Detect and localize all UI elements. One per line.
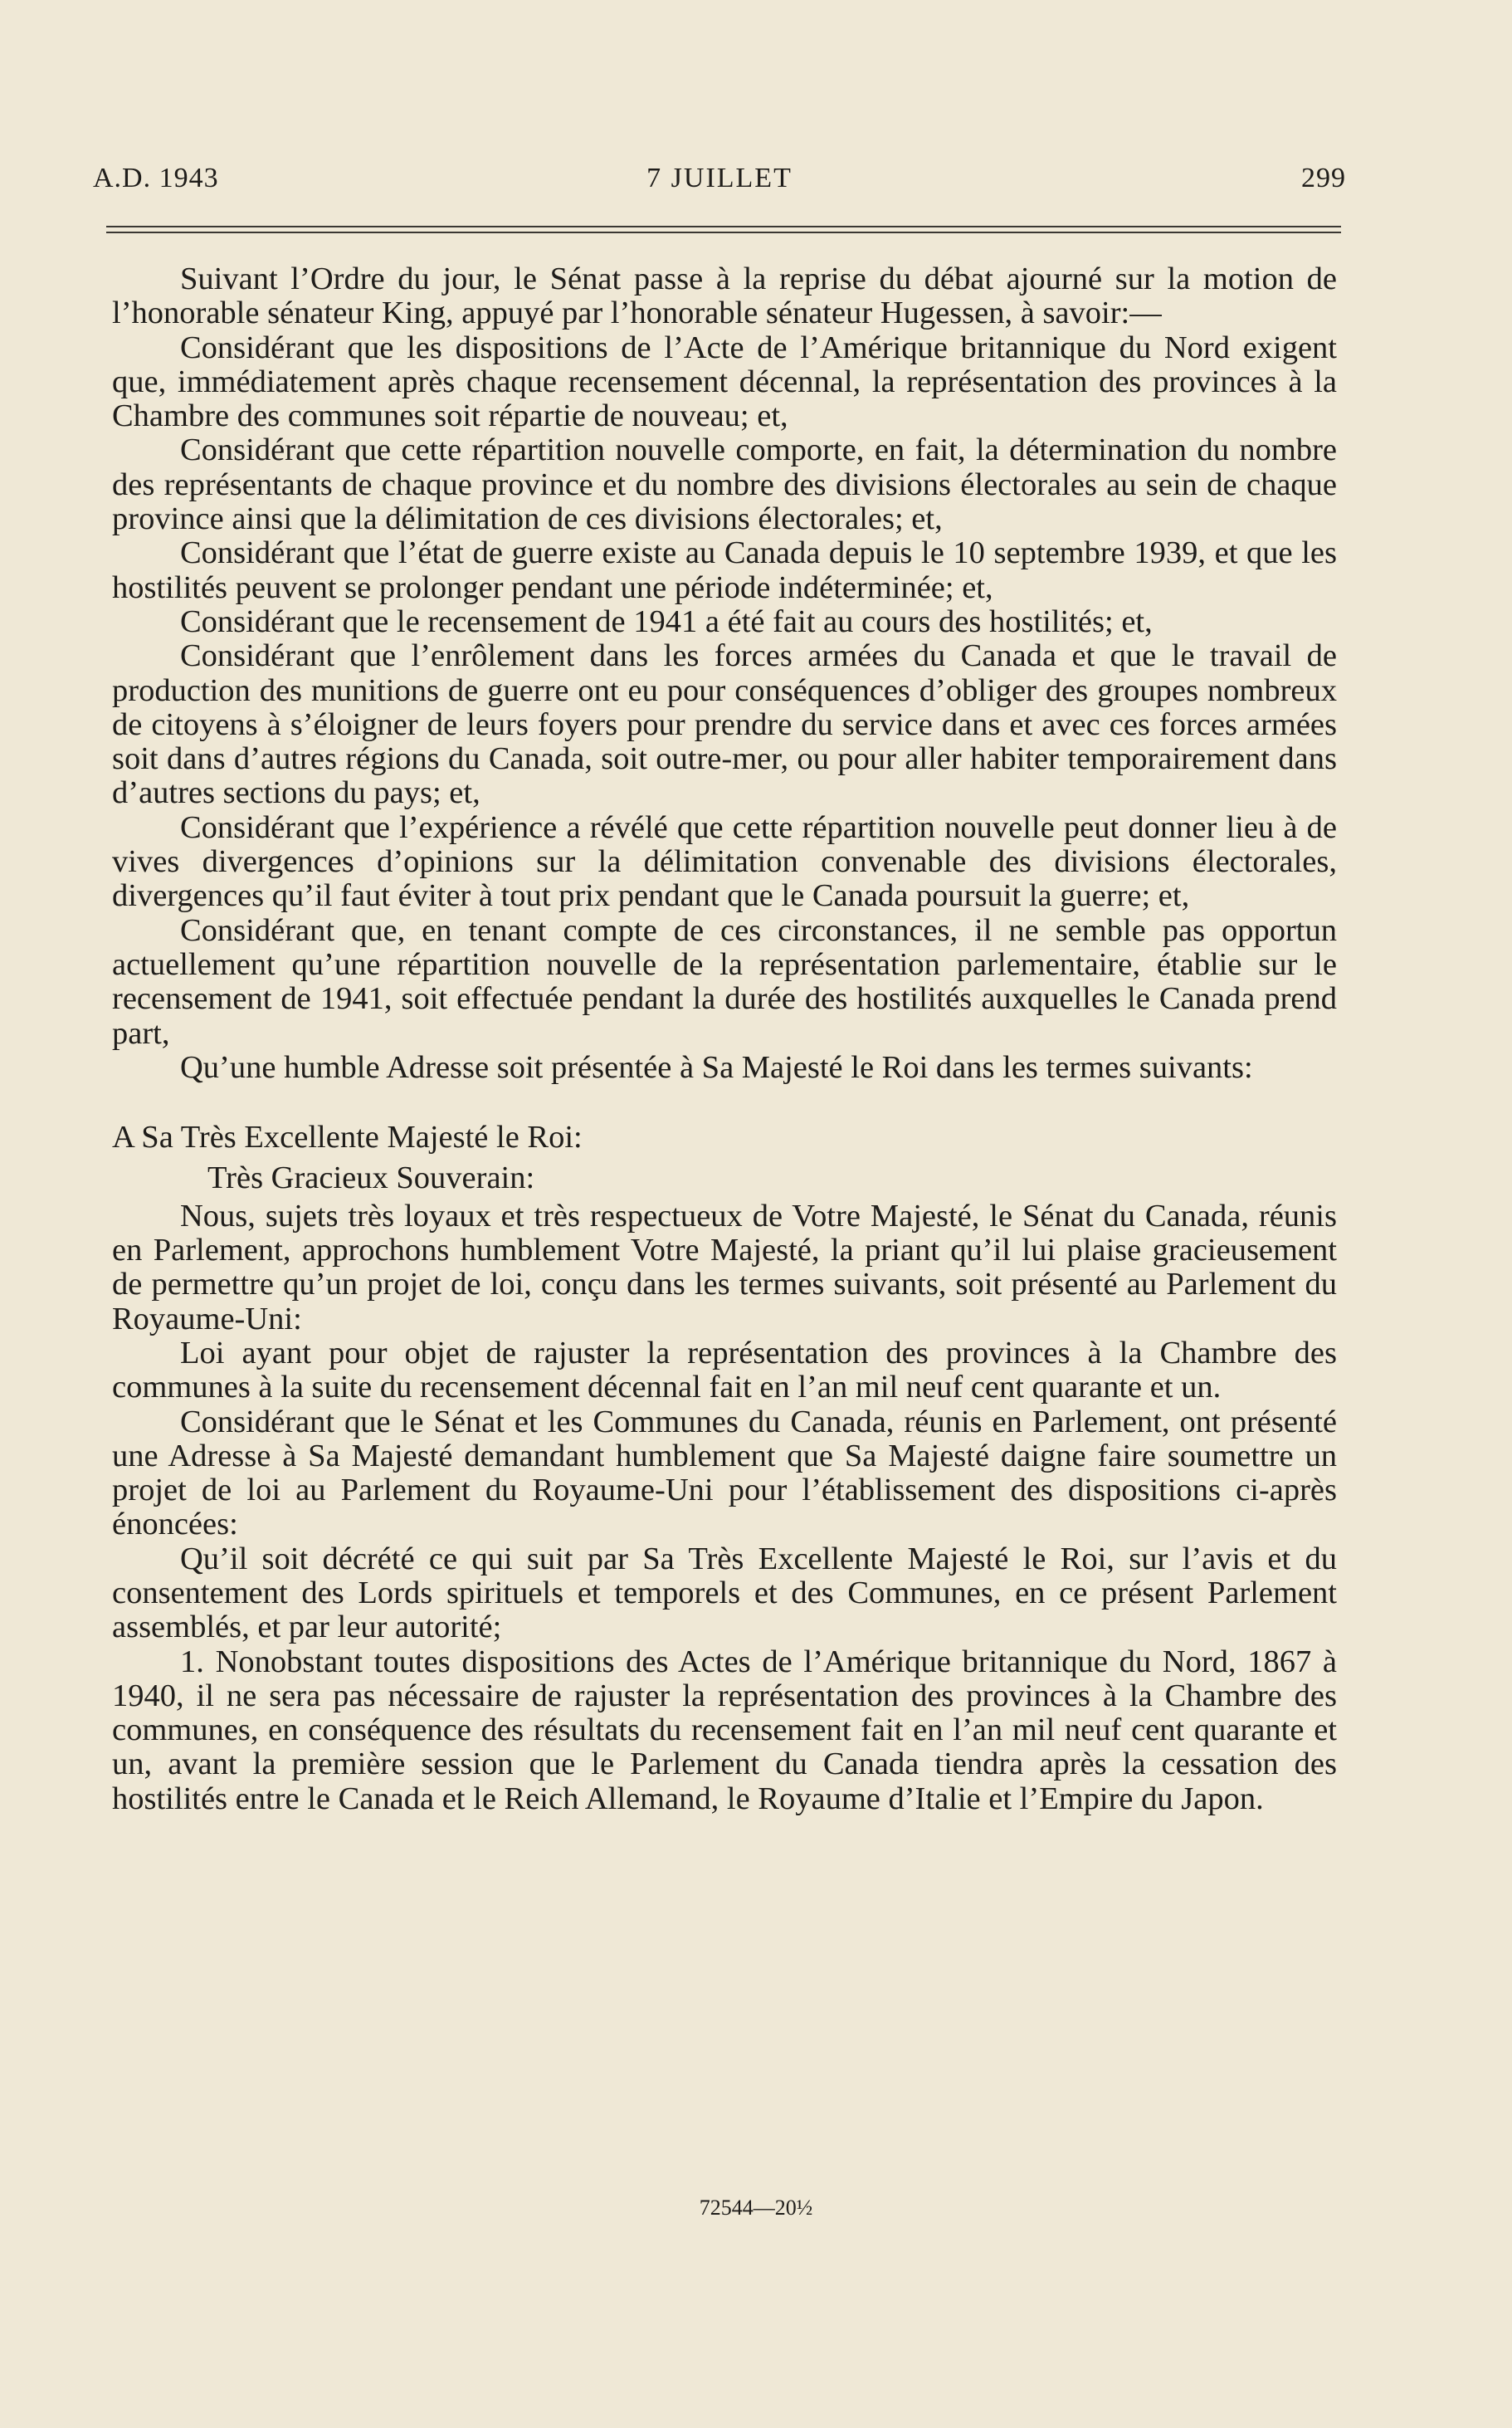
header-rule	[106, 226, 1341, 233]
paragraph: Considérant que l’état de guerre existe au Canada depuis le 10 septembre 1939, et que les hostilités peuvent se prolonger pendant une période indéterminée; et,	[112, 535, 1337, 605]
page-body	[112, 262, 1337, 1816]
header-year: A.D. 1943	[93, 163, 219, 193]
paragraph: Considérant que le recensement de 1941 a été fait au cours des hostilités; et,	[180, 603, 1153, 639]
paragraph: Considérant que l’enrôlement dans les forces armées du Canada et que le travail de production des munitions de guerre ont eu pour conséquences d’obliger des groupes nombreux de citoyens à s’éloigner de leurs foyers pour prendre du service dans et avec ces forces armées soit dans d’autres régions du Canada, soit outre-mer, ou pour aller habiter temporairement dans d’autres sections du pays; et,	[112, 638, 1337, 811]
address-heading: A Sa Très Excellente Majesté le Roi:	[112, 1120, 583, 1155]
page-number: 299	[1301, 163, 1346, 193]
header-date: 7 JUILLET	[646, 163, 793, 193]
address-paragraph: Nous, sujets très loyaux et très respectueux de Votre Majesté, le Sénat du Canada, réunis en Parlement, approchons humblement Votre Majesté, la priant qu’il lui plaise gracieusement de permettre qu’un projet de loi, conçu dans les termes suivants, soit présenté au Parlement du Royaume-Uni:	[112, 1198, 1337, 1336]
address-paragraph: Qu’il soit décrété ce qui suit par Sa Très Excellente Majesté le Roi, sur l’avis et du consentement des Lords spirituels et temporels et des Communes, en ce présent Parlement assemblés, et par leur autorité;	[112, 1541, 1337, 1645]
paragraph: Considérant que, en tenant compte de ces circonstances, il ne semble pas opportun actuellement qu’une répartition nouvelle de la représentation parlementaire, établie sur le recensement de 1941, soit effectuée pendant la durée des hostilités auxquelles le Canada prend part,	[112, 912, 1337, 1051]
salutation: Très Gracieux Souverain:	[207, 1160, 535, 1196]
address-paragraph: Loi ayant pour objet de rajuster la représentation des provinces à la Chambre des communes à la suite du recensement décennal fait en l’an mil neuf cent quarante et un.	[112, 1335, 1337, 1405]
paragraph: Suivant l’Ordre du jour, le Sénat passe à la reprise du débat ajourné sur la motion de l’honorable sénateur King, appuyé par l’honorable sénateur Hugessen, à savoir:—	[112, 261, 1337, 331]
paragraph: Considérant que l’expérience a révélé que cette répartition nouvelle peut donner lieu à de vives divergences d’opinions sur la délimitation convenable des divisions électorales, divergences qu’il faut éviter à tout prix pendant que le Canada poursuit la guerre; et,	[112, 809, 1337, 914]
paragraph: Considérant que les dispositions de l’Acte de l’Amérique britannique du Nord exigent que, immédiatement après chaque recensement décennal, la représentation des provinces à la Chambre des communes soit répartie de nouveau; et,	[112, 330, 1337, 434]
printer-mark: 72544—20½	[699, 2196, 813, 2220]
address-paragraph: 1. Nonobstant toutes dispositions des Actes de l’Amérique britannique du Nord, 1867 à 1940, il ne sera pas nécessaire de rajuster la représentation des provinces à la Chambre des communes, en conséquence des résultats du recensement fait en l’an mil neuf cent quarante et un, avant la première session que le Parlement du Canada tiendra après la cessation des hostilités entre le Canada et le Reich Allemand, le Royaume d’Italie et l’Empire du Japon.	[112, 1644, 1337, 1816]
paragraph: Considérant que cette répartition nouvelle comporte, en fait, la détermination du nombre des représentants de chaque province et du nombre des divisions électorales au sein de chaque province ainsi que la délimitation de ces divisions électorales; et,	[112, 432, 1337, 537]
page-header	[93, 163, 1346, 199]
paragraph: Qu’une humble Adresse soit présentée à Sa Majesté le Roi dans les termes suivants:	[180, 1049, 1253, 1085]
address-paragraph: Considérant que le Sénat et les Communes du Canada, réunis en Parlement, ont présenté une Adresse à Sa Majesté demandant humblement que Sa Majesté daigne faire soumettre un projet de loi au Parlement du Royaume-Uni pour l’établissement des dispositions ci-après énoncées:	[112, 1404, 1337, 1542]
